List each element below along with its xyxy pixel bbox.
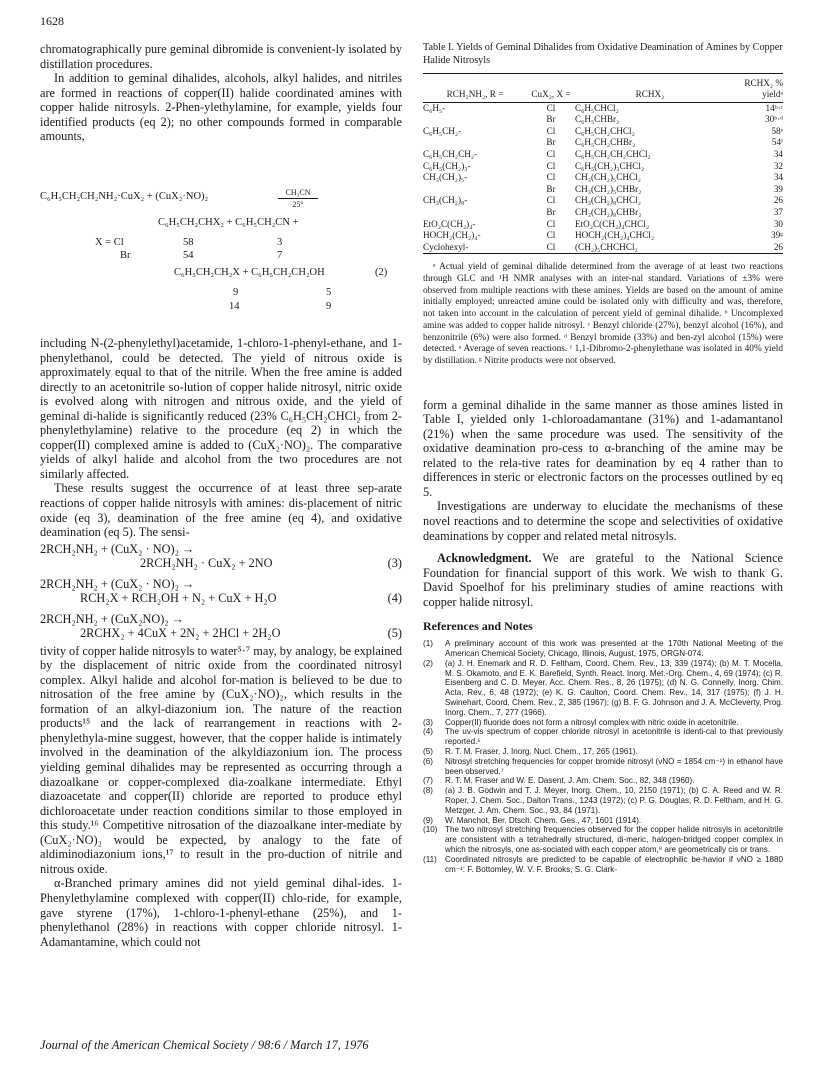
table-cell: Cl <box>546 241 556 252</box>
table-cell: C₆H₅CH₂CHBr₂ <box>575 137 636 148</box>
paragraph-products: In addition to geminal dihalides, alcohols, alkyl halides, and nitriles are formed in reactions of copper(II) halide coordinated amines with copper halide nitrosyls. 2-Phen-ylethylamine, for example, yields four identified products (eq 2); no other compounds formed in comparable amounts, <box>40 71 402 144</box>
table-cell: Cyclohexyl- <box>423 241 469 252</box>
table-row <box>423 102 783 114</box>
reference-item <box>423 855 783 875</box>
reference-item <box>423 727 783 747</box>
table-row <box>423 184 783 196</box>
table-1 <box>423 73 783 254</box>
table-cell: 37 <box>773 206 783 217</box>
eq2-reactants: C₆H₅CH₂CH₂NH₂·CuX₂ + (CuX₂·NO)₂ <box>40 191 209 202</box>
table-row <box>423 207 783 219</box>
table-row <box>423 172 783 184</box>
eq2-condition-solvent: CH₃CN <box>285 188 311 197</box>
table-cell: CH₃(CH₂)₅CHBr₂ <box>575 183 642 194</box>
eq2-yield: 58 <box>183 237 194 248</box>
table-cell <box>423 207 527 219</box>
reference-item <box>423 825 783 854</box>
table-cell: C₆H₅(CH₂)₃- <box>423 160 471 171</box>
page-number: 1628 <box>40 14 64 28</box>
table-header: RCH₂NH₂, R = <box>446 88 504 99</box>
table-cell: EtO₂C(CH₂)₄- <box>423 218 476 229</box>
table-cell: 26 <box>773 241 783 252</box>
table-footnotes: ᵃ Actual yield of geminal dihalide determined from the average of at least two reactions through GLC and ¹H NMR analyses with an inter-nal standard. Variations of ±3% were observed from multiple reactions with these amines. Yields are based on the amount of amine initially employed; unreacted amine could be isolated only with difficulty and was, therefore, not taken into account in the calculation of percent yield of geminal dihalide. ᵇ Uncomplexed amine was added to copper halide nitrosyl. ᶜ Benzyl chloride (27%), benzyl alcohol (16%), and benzonitrile (6%) were also formed. ᵈ Benzyl bromide (33%) and ben-zyl alcohol (15%) were detected. ᵉ Average of seven reactions. ᶠ 1,1-Dibromo-2-phenylethane was isolated in 40% yield by distillation. ᵍ Nitrite products were not observed. <box>423 262 783 366</box>
table-row <box>423 230 783 242</box>
table-cell: C₆H₅CHCl₂ <box>575 102 619 113</box>
reference-text: (a) J. B. Godwin and T. J. Meyer, Inorg. Chem., 10, 2150 (1971); (b) C. A. Reed and W. R. Roper, J. Chem. Soc., Dalton Trans., 1243 (1972); (c) P. G. Douglas, R. D. Feltham, and H. G. Metzger, J. Am. Chem. Soc., 93, 84 (1971). <box>445 786 783 815</box>
equation-2 <box>40 183 402 333</box>
eq2-yield: 9 <box>233 287 239 298</box>
eq2-number: (2) <box>375 267 388 278</box>
table-row <box>423 137 783 149</box>
table-cell: 30 <box>773 218 783 229</box>
table-header: RCHX₂ % yieldᵃ <box>744 78 783 99</box>
table-title: Table I. Yields of Geminal Dihalides from Oxidative Deamination of Amines by Copper Halide Nitrosyls <box>423 42 783 66</box>
acknowledgment <box>423 551 783 609</box>
table-cell: CH₃(CH₂)₅- <box>423 172 468 183</box>
table-cell: CH₃(CH₂)₈CHCl₂ <box>575 195 641 206</box>
reference-number: (8) <box>423 786 433 796</box>
table-cell: Cl <box>546 195 556 206</box>
reference-item <box>423 718 783 728</box>
references-list <box>423 639 783 874</box>
reference-item <box>423 747 783 757</box>
table-row <box>423 161 783 173</box>
reference-number: (2) <box>423 658 433 668</box>
table-cell: (CH₂)₅CHCHCl₂ <box>575 241 638 252</box>
paragraph-tivity: tivity of copper halide nitrosyls to water⁵·⁷ may, by analogy, be explained by the displacement of nitric oxide from the coordinated nitrosyl complex. Alkyl halide and alcohol for-mation is believed to be due to nitrosation of the free amine by (CuX₂·NO)₂, which results in the formation of an alkyl-diazonium ion. The nature of the reaction products¹⁵ and the lack of rearrangement in reactions with 2-phenylethyla-mine suggest, however, that the copper halide is intimately involved in the deamination of the alkyldiazonium ion. The process yielding geminal dihalides may be represented as occurring through a diazoalkane or copper-complexed dia-zoalkane intermediate. Ethyl diazoacetate and copper(II) chloride are reported to produce ethyl dichloroacetate under reaction conditions similar to those employed in this study.¹⁶ Competitive nitrosation of the diazoalkane inter-mediate by (CuX₂·NO)₂ would be expected, by analogy to the fate of aldiminodiazonium ions,¹⁷ to result in the pro-duction of nitrile and nitrous oxide. <box>40 643 402 876</box>
table-cell: 39 <box>773 183 783 194</box>
equations-3-5 <box>40 542 402 641</box>
reference-item <box>423 639 783 659</box>
table-cell: 30ᵇ·ᵈ <box>765 114 783 125</box>
reference-number: (6) <box>423 756 433 766</box>
eq5-number: (5) <box>387 626 402 641</box>
table-cell: Cl <box>546 125 556 136</box>
table-cell: 26 <box>773 195 783 206</box>
table-cell: Cl <box>546 172 556 183</box>
reference-text: Coordinated nitrosyls are predicted to be capable of electrophilic be-havior if νNO ≥ 1880 cm⁻¹: F. Bottomley, W. V. F. Brooks, S. G. Clark- <box>445 854 783 874</box>
reference-number: (5) <box>423 747 433 757</box>
eq2-yield: 7 <box>277 250 283 261</box>
table-cell: C₆H₅CHBr₂ <box>575 114 620 125</box>
eq3-number: (3) <box>387 556 402 571</box>
table-cell: Cl <box>546 230 556 241</box>
reference-text: W. Manchot, Ber. Dtsch. Chem. Ges., 47, 1601 (1914). <box>445 815 642 825</box>
acknowledgment-text: We are grateful to the National Science Foundation for financial support of this work. We wish to thank G. David Spoelhof for his preliminary studies of amine reactions with copper halide nitrosyl. <box>423 551 783 609</box>
eq2-condition-temp: 25° <box>292 200 304 209</box>
table-cell: C₆H₅CH₂CH₂- <box>423 148 478 159</box>
reference-number: (7) <box>423 776 433 786</box>
table-cell: Br <box>546 183 556 194</box>
paragraph-investigations: Investigations are underway to elucidate the mechanisms of these novel reactions and to determine the scope and selectivities of oxidative deaminations by copper and related metal nitrosyls. <box>423 499 783 543</box>
table-row <box>423 219 783 231</box>
table-row <box>423 126 783 138</box>
paragraph-intro: chromatographically pure geminal dibromide is convenient-ly isolated by distillation procedures. <box>40 42 402 71</box>
table-row <box>423 242 783 254</box>
table-cell: Cl <box>546 148 556 159</box>
table-cell: CH₃(CH₂)₈- <box>423 195 468 206</box>
table-cell: 34 <box>773 148 783 159</box>
reference-item <box>423 757 783 777</box>
table-cell <box>423 114 527 126</box>
table-cell: HOCH₂(CH₂)₄- <box>423 230 481 241</box>
eq5-line-2: 2RCHX₂ + 4CuX + 2N₂ + 2HCl + 2H₂O (5) <box>80 626 402 641</box>
reference-item <box>423 659 783 718</box>
reference-item <box>423 786 783 815</box>
reference-text: Copper(II) fluoride does not form a nitrosyl complex with nitric oxide in acetonitrile. <box>445 717 739 727</box>
eq2-yield: 14 <box>229 301 240 312</box>
table-cell: 58ᵉ <box>771 125 783 136</box>
table-cell: C₆H₅CH₂- <box>423 125 462 136</box>
table-cell: Br <box>546 206 556 217</box>
table-cell: 39ᵍ <box>771 230 783 241</box>
table-header-row <box>423 74 783 103</box>
table-header: CuX₂, X = <box>531 88 571 99</box>
reference-number: (3) <box>423 717 433 727</box>
left-column-continued <box>40 336 402 949</box>
eq2-products-2: C₆H₅CH₂CH₂X + C₆H₅CH₂CH₂OH <box>174 267 325 278</box>
reference-text: Nitrosyl stretching frequencies for copper bromide nitrosyl (νNO = 1854 cm⁻¹) in ethanol have been observed.⁷ <box>445 756 783 776</box>
journal-footer: Journal of the American Chemical Society / 98:6 / March 17, 1976 <box>40 1038 369 1052</box>
right-column <box>423 42 783 874</box>
reference-text: A preliminary account of this work was presented at the 170th National Meeting of the American Chemical Society, Chicago, Illinois, August, 1975, ORGN-074. <box>445 639 783 659</box>
reference-number: (9) <box>423 815 433 825</box>
eq2-yield: 3 <box>277 237 283 248</box>
table-row <box>423 114 783 126</box>
table-cell: EtO₂C(CH₂)₄CHCl₂ <box>575 218 650 229</box>
paragraph-alpha-branched: α-Branched primary amines did not yield geminal dihal-ides. 1-Phenylethylamine complexed with copper(II) chlo-ride, for example, gave styrene (17%), 1-chloro-1-phenyl-ethane (25%), and 1-phenylethanol (28%) in reactions with copper chloride nitrosyl. 1-Adamantamine, which could not <box>40 876 402 949</box>
eq3-line-1: 2RCH₂NH₂ + (CuX₂ · NO)₂ → <box>40 541 195 556</box>
table-cell <box>423 137 527 149</box>
table-cell: HOCH₂(CH₂)₄CHCl₂ <box>575 230 655 241</box>
table-cell: C₆H₅CH₂CHCl₂ <box>575 125 635 136</box>
reference-item <box>423 816 783 826</box>
table-cell: C₆H₅- <box>423 102 446 113</box>
table-cell: Cl <box>546 102 556 113</box>
reference-text: R. T. M. Fraser and W. E. Dasent, J. Am. Chem. Soc., 82, 348 (1960). <box>445 776 695 786</box>
table-cell: Br <box>546 137 556 148</box>
table-cell: 34 <box>773 172 783 183</box>
eq4-line-2: RCH₂X + RCH₂OH + N₂ + CuX + H₂O (4) <box>80 591 402 606</box>
reference-text: R. T. M. Fraser, J. Inorg. Nucl. Chem., 17, 265 (1961). <box>445 747 638 757</box>
table-cell <box>423 184 527 196</box>
eq2-products-1: C₆H₅CH₂CHX₂ + C₆H₅CH₂CN + <box>158 217 299 228</box>
eq2-yield: 5 <box>326 287 332 298</box>
table-cell: Cl <box>546 160 556 171</box>
reference-number: (11) <box>423 854 437 864</box>
table-cell: Br <box>546 114 556 125</box>
eq2-x-cl: X = Cl <box>95 237 124 248</box>
eq2-x-br: Br <box>120 250 131 261</box>
table-cell: CH₃(CH₂)₈CHBr₂ <box>575 206 642 217</box>
table-cell: 32 <box>773 160 783 171</box>
reference-number: (10) <box>423 825 438 835</box>
table-row <box>423 195 783 207</box>
reference-text: The uv-vis spectrum of copper chloride nitrosyl in acetonitrile is identi-cal to that previously reported.⁵ <box>445 727 783 747</box>
table-cell: 14ᵇ·ᶜ <box>765 102 783 113</box>
table-cell: 54ᶠ <box>771 137 783 148</box>
table-cell: CH₃(CH₂)₅CHCl₂ <box>575 172 641 183</box>
eq2-yield: 9 <box>326 301 332 312</box>
left-column <box>40 42 402 144</box>
acknowledgment-heading: Acknowledgment. <box>437 551 532 566</box>
table-cell: C₆H₅(CH₂)₃CHCl₂ <box>575 160 645 171</box>
paragraph-results: These results suggest the occurrence of at least three sep-arate reactions of copper halide nitrosyls with amines: dis-placement of nitric oxide (eq 3), deamination of the free amine (eq 4), and oxidative deamination (eq 5). The sensi- <box>40 481 402 540</box>
paragraph-including: including N-(2-phenylethyl)acetamide, 1-chloro-1-phenyl-ethane, and 1-phenylethanol, could be detected. The yield of nitrous oxide is approximately equal to that of the nitrile. When the free amine is added directly to an acetonitrile so-lution of copper halide nitrosyl, nitric oxide is evolved along with nitrogen and nitrous oxide, and the yield of geminal di-halide is significantly reduced (23% C₆H₅CH₂CHCl₂ from 2-phenylethylamine) relative to the procedure (eq 2) in which the copper(II) complexed amine is added to (CuX₂·NO)₂. The comparative yields of alkyl halide and alcohol from the two procedures are not similarly affected. <box>40 336 402 481</box>
reference-item <box>423 776 783 786</box>
eq2-yield: 54 <box>183 250 194 261</box>
table-cell: C₆H₅CH₂CH₂CHCl₂ <box>575 148 651 159</box>
table-header: RCHX₂ <box>635 88 665 99</box>
reference-text: (a) J. H. Enemark and R. D. Feltham, Coord. Chem. Rev., 13, 339 (1974); (b) M. T. Mocella, M. S. Okamoto, and E. K. Barefield, Synth. React. Inorg. Met.-Org. Chem., 4, 69 (1974); (c) R. Eisenberg and C. D. Meyer, Acc. Chem. Res., 8, 26 (1975); (d) N. G. Connelly, Inorg. Chim. Acta, Rev., 6, 48 (1972); (e) K. G. Caulton, Coord. Chem. Rev., 14, 317 (1975); (f) J. H. Swinehart, Coord. Chem. Rev., 2, 385 (1967); (g) B. F. G. Johnson and J. A. McCleverty, Prog. Inorg. Chem., 7, 277 (1966). <box>445 658 783 717</box>
eq4-number: (4) <box>387 591 402 606</box>
eq5-line-1: 2RCH₂NH₂ + (CuX₂NO)₂ → <box>40 611 184 626</box>
table-row <box>423 149 783 161</box>
eq3-line-2: 2RCH₂NH₂ · CuX₂ + 2NO (3) <box>140 556 402 571</box>
references-heading: References and Notes <box>423 619 533 634</box>
eq2-arrow <box>278 188 318 209</box>
table-cell: Cl <box>546 218 556 229</box>
eq4-line-1: 2RCH₂NH₂ + (CuX₂ · NO)₂ → <box>40 576 195 591</box>
reference-text: The two nitrosyl stretching frequencies observed for the copper halide nitrosyls in acetonitrile are consistent with a tetrahedrally structured, di-meric, halogen-bridged copper complex in which the nitrosyls, one as-sociated with each copper atom,⁸ are geometrically cis or trans. <box>445 825 783 855</box>
paragraph-form: form a geminal dihalide in the same manner as those amines listed in Table I, yielded only 1-chloroadamantane (31%) and 1-adamantanol (21%) when the same procedure was used. The sensitivity of the oxidative deamination pro-cess to α-branching of the amine may be related to the rela-tive rates for deamination by eq 4 rather than to differences in steric or electronic factors on the processes outlined by eq 5. <box>423 397 783 499</box>
reference-number: (4) <box>423 727 433 737</box>
reference-number: (1) <box>423 639 433 649</box>
